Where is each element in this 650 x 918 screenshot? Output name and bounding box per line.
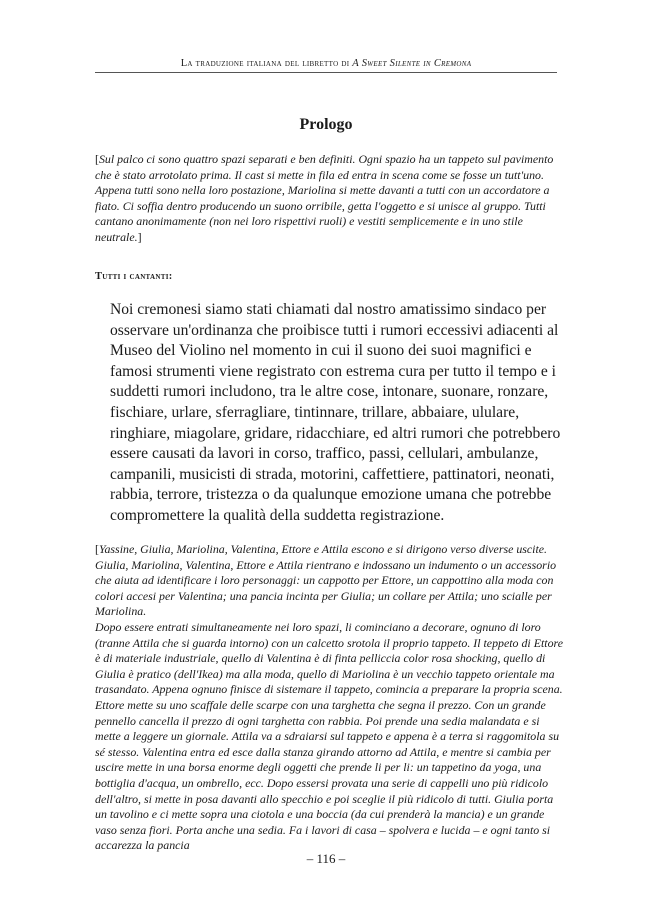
- page-number: – 116 –: [306, 851, 346, 866]
- stage-direction-2-para-2: Dopo essere entrati simultaneamente nei loro spazi, li cominciano a decorare, ognuno di loro (tranne Attila che si guarda intorno) con un calcetto srotola il proprio tappeto. Il teppeto di Ettore è di materiale industriale, quello di Valentina è di finta pelliccia color rosa shocking, quello di Giulia è pratico (dell'Ikea) ma alla moda, quello di Mariolina è un vecchio tappeto orientale ma trasandato. Appena ognuno finisce di sistemare il tappeto, comincia a preparare la propria scena. Ettore mette su uno scaffale delle scarpe con una targhetta che segna il prezzo. Con un grande pennello cancella il prezzo di ogni targhetta con rabbia. Poi prende una sedia malandata e si mette a leggere un giornale. Attila va a sdraiarsi sul tappeto e appena è a terra si raggomitola su sé stesso. Valentina entra ed esce dalla stanza girando attorno ad Attila, e mentre si cambia per uscire mette in una borsa enorme degli oggetti che prende li per li: un tappetino da yoga, una bottiglia d'acqua, un ombrello, ecc. Dopo essersi provata una serie di cappelli uno più ridicolo dell'altro, si mette in posa davanti allo specchio e poi sceglie il più ridicolo di tutti. Giulia porta un tavolino e ci mette sopra una ciotola e una boccia (da cui prenderà la mancia) e un grande vaso senza fiori. Porta anche una sedia. Fa i lavori di casa – spolvera e lucida – e ogni tanto si accarezza la pancia: [95, 619, 563, 853]
- header-rule: [95, 72, 557, 73]
- stage-direction-2-para-1: [95, 542, 565, 620]
- stage-direction-1: [95, 152, 565, 246]
- running-head-prefix: La traduzione italiana del libretto di: [180, 58, 353, 69]
- speaker-label: Tutti i cantanti:: [95, 271, 173, 282]
- section-title: Prologo: [299, 116, 353, 133]
- open-bracket: [: [95, 542, 99, 556]
- sung-text-block: [110, 300, 570, 527]
- running-head-work-title: A Sweet Silente in Cremona: [352, 58, 472, 69]
- stage-direction-2: [95, 542, 565, 854]
- stage-direction-1-text: Sul palco ci sono quattro spazi separati e ben definiti. Ogni spazio ha un tappeto sul pavimento che è stato arrotolato prima. Il cast si mette in fila ed entra in scena come se fosse un tutt'uno. Appena tutti sono nella loro postazione, Mariolina si mette davanti a tutti con un accordatore a fiato. Ci soffia dentro producendo un suono orribile, getta l'oggetto e si unisce al gruppo. Tutti cantano anonimamente (non nei loro rispettivi ruoli) e vestiti semplicemente e in uno stile neutrale.: [95, 152, 554, 244]
- close-bracket: ]: [137, 229, 142, 244]
- stage-direction-2-text-1: Yassine, Giulia, Mariolina, Valentina, Ettore e Attila escono e si dirigono verso diverse uscite. Giulia, Mariolina, Valentina, Ettore e Attila rientrano e indossano un indumento o un accessorio che aiuta ad identificare i loro personaggi: un cappotto per Ettore, un cappottino alla moda con colori accesi per Valentina; una pancia incinta per Giulia; un collare per Attila; uno scialle per Mariolina.: [95, 542, 557, 619]
- open-bracket: [: [95, 152, 99, 166]
- running-head: [95, 58, 557, 69]
- sung-text: Noi cremonesi siamo stati chiamati dal nostro amatissimo sindaco per osservare un'ordinanza che proibisce tutti i rumori eccessivi adiacenti al Museo del Violino nel momento in cui il suono dei suoi magnifici e famosi strumenti viene registrato con estrema cura per tutto il tempo e i suddetti rumori includono, tra le altre cose, intonare, suonare, ronzare, fischiare, urlare, sferragliare, tintinnare, trillare, abbaiare, ululare, ringhiare, miagolare, gridare, ridacchiare, ed altri rumori che potrebbero essere causati da lavori in corso, traffico, passi, cellulari, ambulanze, campanili, musicisti di strada, motorini, caffettiere, pattinatori, neonati, rabbia, terrore, tristezza o da qualunque emozione umana che potrebbe compromettere la qualità della suddetta registrazione.: [110, 301, 561, 524]
